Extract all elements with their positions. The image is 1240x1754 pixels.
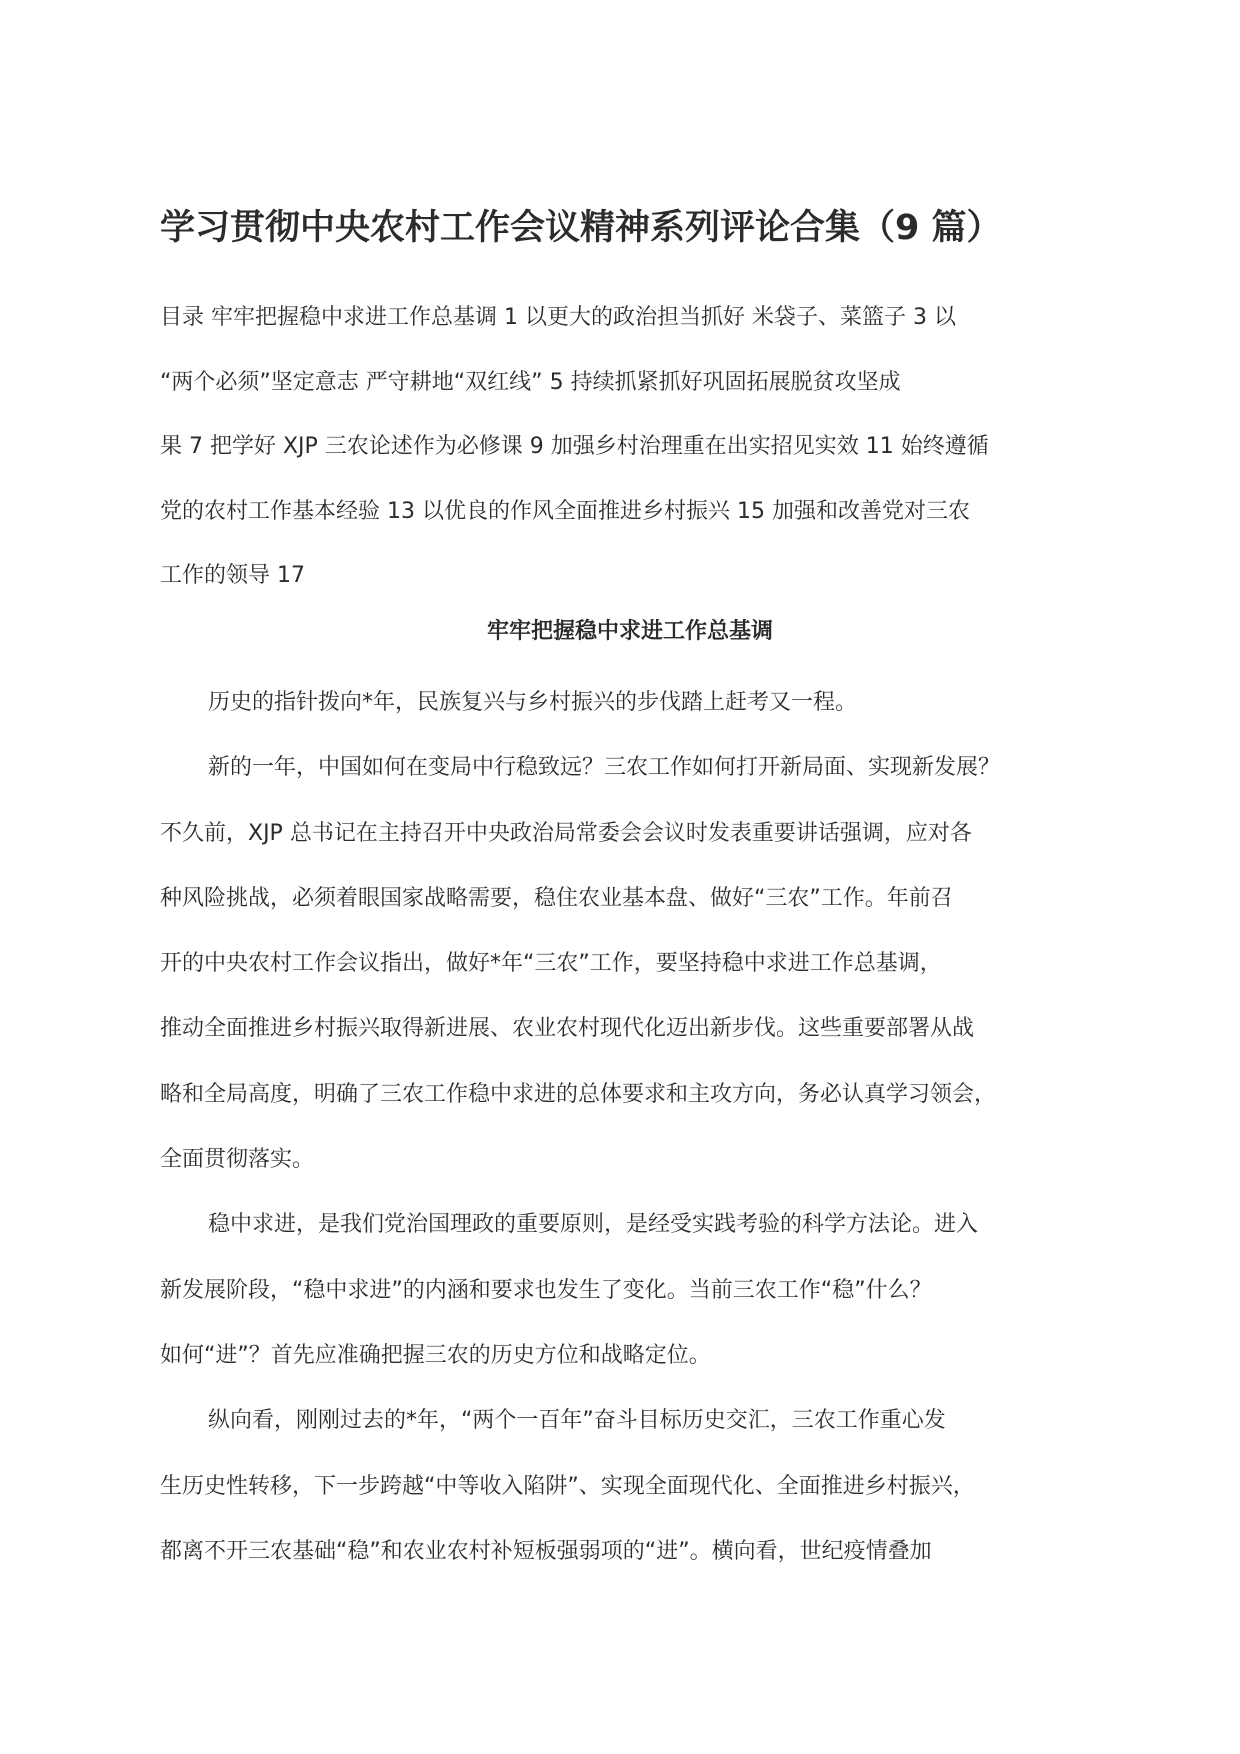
- paragraph-line: 推动全面推进乡村振兴取得新进展、农业农村现代化迈出新步伐。这些重要部署从战: [160, 1016, 975, 1042]
- paragraph-line: 全面贯彻落实。: [160, 1147, 315, 1173]
- toc-line: “两个必须”坚定意志 严守耕地“双红线” 5 持续抓紧抓好巩固拓展脱贫攻坚成: [160, 369, 901, 395]
- paragraph-line: 如何“进”？首先应准确把握三农的历史方位和战略定位。: [160, 1342, 711, 1368]
- toc-line: 工作的领导 17: [160, 563, 305, 588]
- document-title: 学习贯彻中央农村工作会议精神系列评论合集（9 篇）: [160, 208, 1002, 248]
- paragraph-line: 开的中央农村工作会议指出，做好*年“三农”工作，要坚持稳中求进工作总基调，: [160, 951, 942, 977]
- table-of-contents: [160, 286, 1100, 609]
- paragraph-line: 历史的指针拨向*年，民族复兴与乡村振兴的步伐踏上赶考又一程。: [208, 690, 858, 715]
- paragraph-line: 都离不开三农基础“稳”和农业农村补短板强弱项的“进”。横向看，世纪疫情叠加: [160, 1538, 932, 1564]
- paragraph-line: 略和全局高度，明确了三农工作稳中求进的总体要求和主攻方向，务必认真学习领会，: [160, 1081, 997, 1107]
- paragraph-line: 生历史性转移，下一步跨越“中等收入陷阱”、实现全面现代化、全面推进乡村振兴，: [160, 1473, 975, 1499]
- paragraph-line: 不久前，XJP 总书记在主持召开中央政治局常委会会议时发表重要讲话强调，应对各: [160, 820, 972, 846]
- section-heading: 牢牢把握稳中求进工作总基调: [486, 619, 773, 644]
- article-body: [160, 670, 1100, 1584]
- paragraph-line: 稳中求进，是我们党治国理政的重要原则，是经受实践考验的科学方法论。进入: [208, 1212, 979, 1238]
- paragraph-line: 纵向看，刚刚过去的*年，“两个一百年”奋斗目标历史交汇，三农工作重心发: [208, 1408, 946, 1434]
- paragraph-line: 新发展阶段，“稳中求进”的内涵和要求也发生了变化。当前三农工作“稳”什么？: [160, 1277, 932, 1303]
- toc-line: 目录 牢牢把握稳中求进工作总基调 1 以更大的政治担当抓好 米袋子、菜篮子 3 以: [160, 305, 956, 330]
- toc-line: 党的农村工作基本经验 13 以优良的作风全面推进乡村振兴 15 加强和改善党对三农: [160, 498, 970, 524]
- paragraph-line: 种风险挑战，必须着眼国家战略需要，稳住农业基本盘、做好“三农”工作。年前召: [160, 885, 953, 911]
- toc-line: 果 7 把学好 XJP 三农论述作为必修课 9 加强乡村治理重在出实招见实效 11 始终遵循: [160, 434, 989, 459]
- paragraph-line: 新的一年，中国如何在变局中行稳致远？三农工作如何打开新局面、实现新发展？: [208, 755, 1001, 781]
